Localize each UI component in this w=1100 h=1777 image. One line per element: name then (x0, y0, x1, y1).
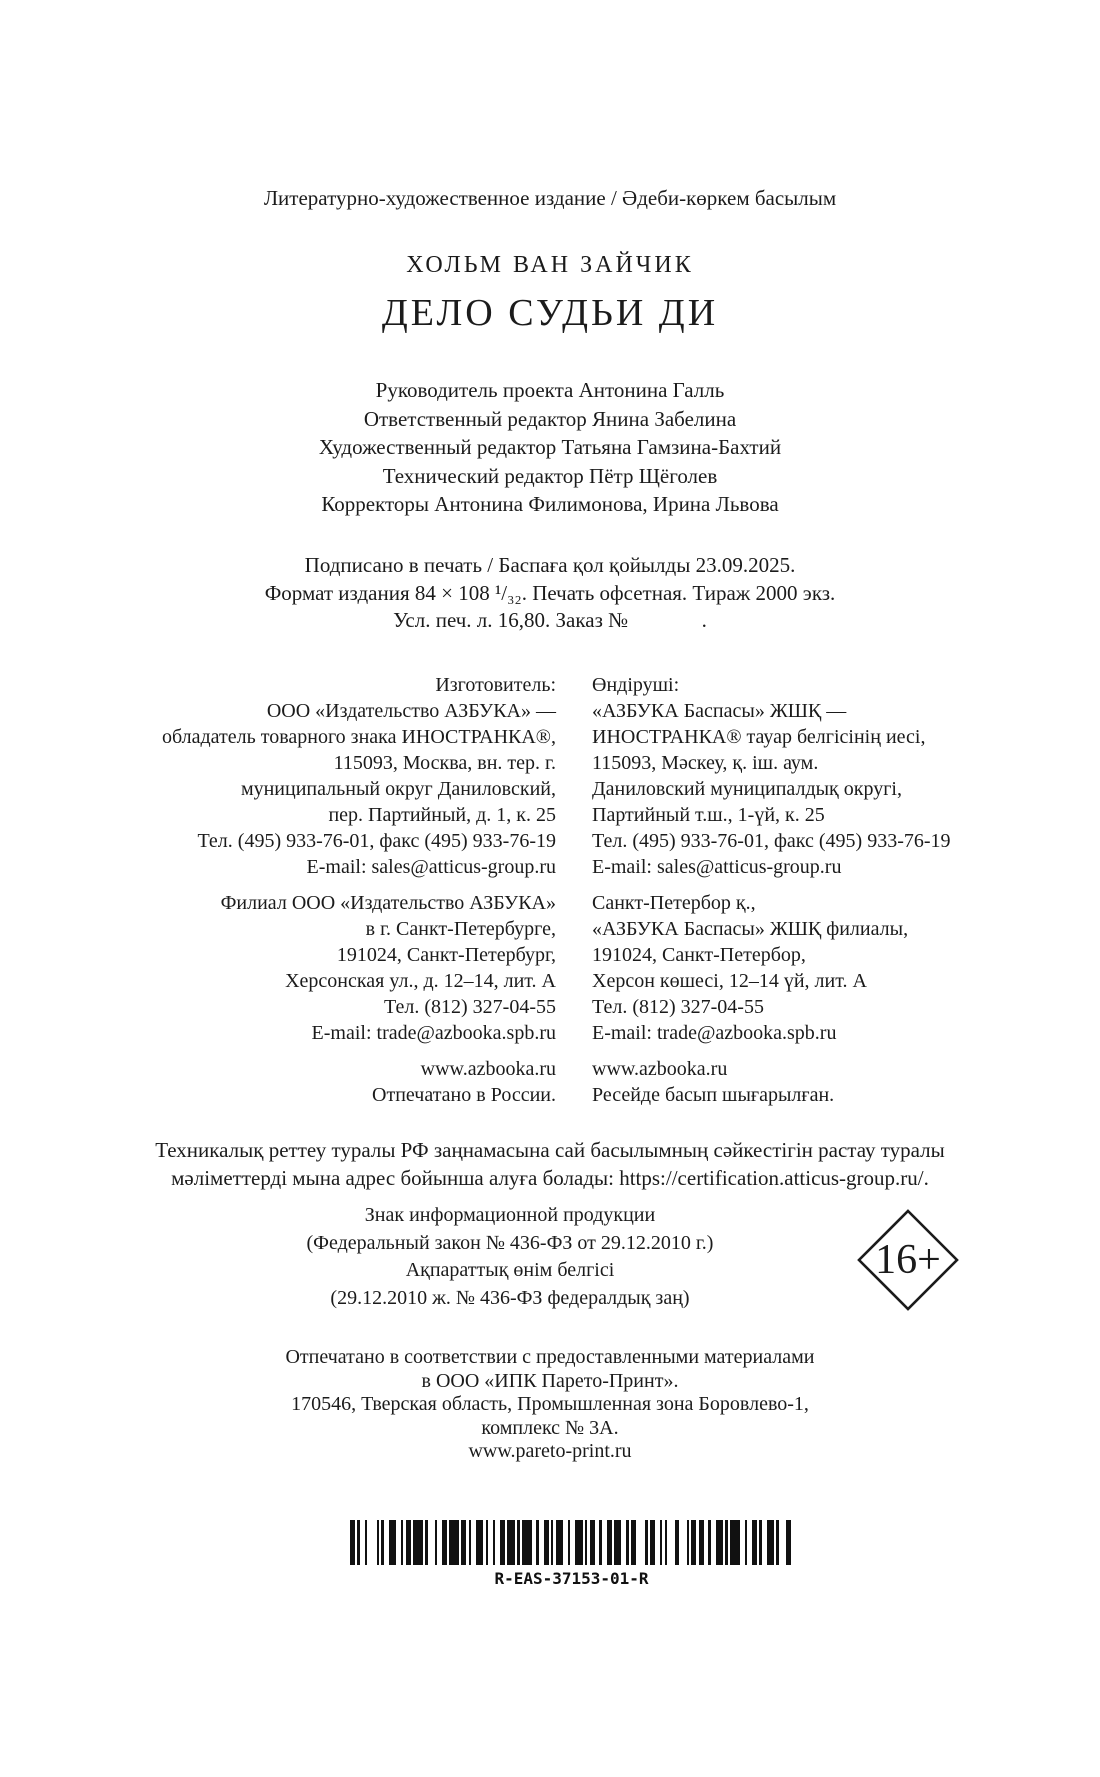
manufacturer-line-ru: www.azbooka.ru (420, 1058, 556, 1080)
barcode-bar (522, 1520, 532, 1565)
barcode-bar (507, 1520, 514, 1565)
address-group (592, 1056, 1092, 1108)
manufacturer-line-kz: Тел. (812) 327-04-55 (592, 996, 764, 1018)
manufacturer-line-ru: 115093, Москва, вн. тер. г. (333, 752, 556, 774)
information-product-line: (Федеральный закон № 436-ФЗ от 29.12.2010 г.) (306, 1231, 714, 1254)
barcode-caption: R-EAS-37153-01-R (494, 1569, 649, 1588)
credit-line: Художественный редактор Татьяна Гамзина-Бахтий (318, 435, 782, 459)
information-product-line: (29.12.2010 ж. № 436-ФЗ федералдық заң) (330, 1286, 690, 1309)
manufacturer-line-kz: 191024, Санкт-Петербор, (592, 944, 806, 966)
manufacturer-line-ru: Филиал ООО «Издательство АЗБУКА» (220, 892, 556, 914)
manufacturer-line-ru: E-mail: sales@atticus-group.ru (306, 856, 556, 878)
barcode-space (779, 1520, 786, 1565)
edition-type-line: Литературно-художественное издание / Әдеби-көркем басылым (263, 186, 837, 210)
barcode-icon (350, 1520, 793, 1565)
manufacturer-line-kz: Тел. (495) 933-76-01, факс (495) 933-76-19 (592, 830, 951, 852)
book-title: ДЕЛО СУДЬИ ДИ (381, 292, 719, 334)
manufacturer-line-kz: «АЗБУКА Баспасы» ЖШҚ — (592, 700, 847, 722)
manufacturer-column-kazakh (592, 672, 1092, 1118)
barcode-bar (556, 1520, 563, 1565)
printing-house-line: www.pareto-print.ru (468, 1440, 632, 1462)
manufacturer-line-kz: www.azbooka.ru (592, 1058, 728, 1080)
barcode-bar (614, 1520, 621, 1565)
printing-house-line: 170546, Тверская область, Промышленная зона Боровлево-1, (291, 1393, 809, 1415)
barcode-space (679, 1520, 686, 1565)
manufacturer-line-kz: Партийный т.ш., 1-үй, к. 25 (592, 804, 825, 826)
barcode-space (636, 1520, 646, 1565)
credit-line: Руководитель проекта Антонина Галль (375, 378, 725, 402)
manufacturer-line-kz: «АЗБУКА Баспасы» ЖШҚ филиалы, (592, 918, 909, 940)
manufacturer-line-kz: Херсон көшесі, 12–14 үй, лит. А (592, 970, 867, 992)
printing-house-info (0, 1346, 1100, 1464)
barcode-bar (449, 1520, 459, 1565)
barcode-space (791, 1520, 793, 1565)
barcode-bar (575, 1520, 582, 1565)
manufacturer-line-ru: Тел. (812) 327-04-55 (384, 996, 556, 1018)
manufacturer-line-ru: 191024, Санкт-Петербург, (336, 944, 556, 966)
barcode-bar (767, 1520, 774, 1565)
credit-line: Корректоры Антонина Филимонова, Ирина Львова (321, 492, 779, 516)
manufacturer-line-kz: Даниловский муниципалдық округі, (592, 778, 902, 800)
credit-line: Ответственный редактор Янина Забелина (363, 406, 737, 431)
print-info-line: Формат издания 84 × 108 ¹/₃₂. Печать офсетная. Тираж 2000 экз. (264, 580, 836, 605)
age-rating-badge (856, 1208, 960, 1312)
manufacturer-line-kz: Өндіруші: (592, 674, 680, 696)
information-product-line: Ақпараттық өнім белгісі (405, 1259, 615, 1281)
manufacturer-column-russian (0, 672, 556, 1118)
manufacturer-line-ru: Отпечатано в России. (372, 1084, 556, 1106)
manufacturer-line-ru: ООО «Издательство АЗБУКА» — (266, 700, 556, 722)
manufacturer-line-ru: Изготовитель: (435, 674, 556, 696)
print-info-line: Усл. печ. л. 16,80. Заказ № . (393, 608, 707, 632)
certification-notice (0, 1136, 1100, 1192)
address-group (0, 672, 556, 880)
information-product-line: Знак информационной продукции (364, 1204, 656, 1226)
manufacturer-line-ru: обладатель товарного знака ИНОСТРАНКА®, (161, 726, 556, 748)
barcode-bar (413, 1520, 423, 1565)
credit-line: Технический редактор Пётр Щёголев (382, 463, 718, 488)
manufacturer-line-kz: 115093, Мәскеу, қ. іш. аум. (592, 752, 819, 774)
barcode-space (428, 1520, 435, 1565)
manufacturer-line-ru: E-mail: trade@azbooka.spb.ru (311, 1022, 556, 1044)
address-group (0, 890, 556, 1046)
printing-house-line: Отпечатано в соответствии с предоставленными материалами (285, 1346, 815, 1368)
manufacturer-line-ru: в г. Санкт-Петербурге, (365, 918, 556, 940)
manufacturer-line-kz: Санкт-Петербор қ., (592, 892, 756, 914)
certification-line: Техникалық реттеу туралы РФ заңнамасына сай басылымның сәйкестігін растау туралы (155, 1138, 945, 1162)
address-group (0, 1056, 556, 1108)
age-rating-label: 16+ (875, 1237, 941, 1283)
manufacturer-line-ru: Тел. (495) 933-76-01, факс (495) 933-76-19 (197, 830, 556, 852)
barcode-bar (476, 1520, 483, 1565)
manufacturer-line-ru: Херсонская ул., д. 12–14, лит. А (285, 970, 556, 992)
print-info-line: Подписано в печать / Баспаға қол қойылды 23.09.2025. (304, 553, 796, 577)
barcode-bar (730, 1520, 740, 1565)
barcode-bar (716, 1520, 723, 1565)
barcode-space (367, 1520, 377, 1565)
barcode-space (667, 1520, 674, 1565)
manufacturer-line-ru: муниципальный округ Даниловский, (240, 778, 556, 800)
barcode-bar (389, 1520, 396, 1565)
manufacturer-line-ru: пер. Партийный, д. 1, к. 25 (328, 804, 556, 826)
address-group (592, 672, 1092, 880)
printing-house-line: комплекс № 3А. (481, 1416, 619, 1439)
print-run-info (0, 552, 1100, 635)
staff-credits (0, 376, 1100, 519)
certification-line: мәліметтерді мына адрес бойынша алуға болады: https://certification.atticus-group.ru/. (171, 1166, 929, 1190)
manufacturer-line-kz: Ресейде басып шығарылған. (592, 1084, 835, 1106)
manufacturer-line-kz: E-mail: trade@azbooka.spb.ru (592, 1022, 837, 1044)
manufacturer-columns (0, 672, 1100, 1118)
manufacturer-line-kz: ИНОСТРАНКА® тауар белгісінің иесі, (592, 726, 926, 748)
manufacturer-line-kz: E-mail: sales@atticus-group.ru (592, 856, 842, 878)
printing-house-line: в ООО «ИПК Парето-Принт». (421, 1369, 679, 1392)
book-author: ХОЛЬМ ВАН ЗАЙЧИК (406, 252, 694, 278)
address-group (592, 890, 1092, 1046)
barcode-block (350, 1520, 793, 1588)
